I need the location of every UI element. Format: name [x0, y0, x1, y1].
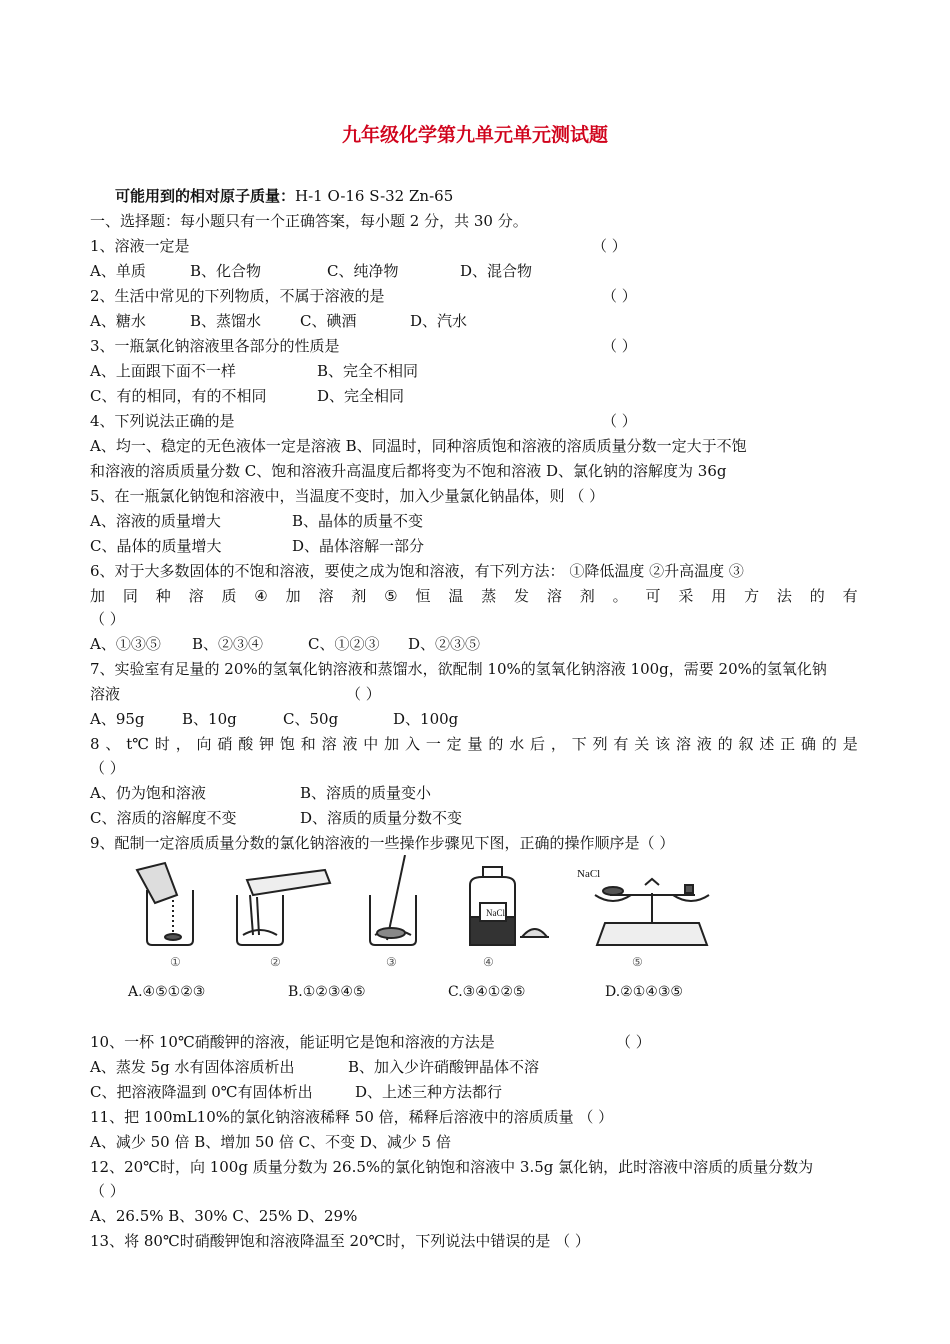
spread-char: 液	[696, 735, 712, 753]
q1-stem: 1、溶液一定是	[90, 237, 190, 255]
step-5-illustration	[595, 879, 709, 945]
step-4-illustration	[470, 867, 549, 945]
q6-stem-line-2	[90, 586, 858, 606]
q6-option-c: C、①②③	[308, 635, 380, 653]
spread-char: 同	[122, 587, 138, 605]
q8-option-b: B、溶质的质量变小	[300, 784, 432, 802]
q4-options-line-2: 和溶液的溶质质量分数 C、饱和溶液升高温度后都将变为不饱和溶液 D、氯化钠的溶解度为 36g	[90, 462, 727, 480]
step-number-1: ①	[170, 955, 181, 969]
q2-option-b: B、蒸馏水	[190, 312, 262, 330]
q3-stem: 3、一瓶氯化钠溶液里各部分的性质是	[90, 337, 340, 355]
spread-char: 可	[645, 587, 661, 605]
q7-answer-blank: （ ）	[346, 685, 381, 703]
step-number-5: ⑤	[632, 955, 643, 969]
spread-char: 入	[404, 735, 420, 753]
q5-stem: 5、在一瓶氯化钠饱和溶液中，当温度不变时，加入少量氯化钠晶体，则 （ ）	[90, 487, 605, 505]
q8-option-a: A、仍为饱和溶液	[90, 784, 206, 802]
q7-option-d: D、100g	[393, 710, 459, 728]
spread-char: 量	[467, 735, 483, 753]
q6-stem-line-1: 6、对于大多数固体的不饱和溶液，要使之成为饱和溶液，有下列方法： ①降低温度 ②升高温度 ③	[90, 562, 744, 580]
q12-answer-blank: （ ）	[90, 1182, 125, 1200]
spread-char: 叙	[738, 735, 754, 753]
spread-char: 时	[154, 735, 170, 753]
q10-stem: 10、一杯 10℃硝酸钾的溶液，能证明它是饱和溶液的方法是	[90, 1033, 495, 1051]
spread-char: 定	[446, 735, 462, 753]
atomic-mass-values: H-1 O-16 S-32 Zn-65	[295, 187, 454, 205]
q2-option-c: C、碘酒	[300, 312, 357, 330]
spread-char: 液	[342, 735, 358, 753]
spread-char: 法	[776, 587, 792, 605]
q8-stem-line-1	[90, 734, 858, 754]
q3-option-a: A、上面跟下面不一样	[90, 362, 236, 380]
spread-char: 加	[285, 587, 301, 605]
q6-option-d: D、②③⑤	[408, 635, 481, 653]
spread-char: 种	[155, 587, 171, 605]
q5-option-d: D、晶体溶解一部分	[292, 537, 425, 555]
spread-char: 有	[613, 735, 629, 753]
q10-option-d: D、上述三种方法都行	[355, 1083, 503, 1101]
step-2-illustration	[237, 870, 330, 945]
spread-char: ⑤	[384, 587, 398, 605]
spread-char: 一	[425, 735, 441, 753]
spread-char: 发	[514, 587, 530, 605]
q9-option-a: A.④⑤①②③	[128, 984, 206, 1000]
spread-char: 采	[678, 587, 694, 605]
spread-char: 有	[842, 587, 858, 605]
spread-char: 恒	[415, 587, 431, 605]
spread-char: 的	[809, 587, 825, 605]
q10-option-a: A、蒸发 5g 水有固体溶质析出	[90, 1058, 295, 1076]
spread-char: 的	[821, 735, 837, 753]
q7-option-a: A、95g	[90, 710, 145, 728]
q2-option-d: D、汽水	[410, 312, 468, 330]
spread-char: 确	[801, 735, 817, 753]
q1-answer-blank: （ ）	[592, 237, 627, 255]
q9-procedure-figure	[125, 855, 725, 965]
q1-option-a: A、单质	[90, 262, 146, 280]
spread-char: 8	[90, 735, 100, 753]
q11-stem: 11、把 100mL10%的氯化钠溶液稀释 50 倍，稀释后溶液中的溶质质量 （ ）	[90, 1108, 614, 1126]
atomic-mass-label: 可能用到的相对原子质量：	[115, 187, 296, 205]
spread-char: 方	[744, 587, 760, 605]
q12-stem: 12、20℃时，向 100g 质量分数为 26.5%的氯化钠饱和溶液中 3.5g 氯化钠，此时溶液中溶质的质量分数为	[90, 1158, 814, 1176]
spread-char: 加	[384, 735, 400, 753]
q9-option-b: B.①②③④⑤	[288, 984, 366, 1000]
spread-char: 向	[196, 735, 212, 753]
q6-answer-blank: （ ）	[90, 610, 125, 628]
spread-char: 正	[780, 735, 796, 753]
step-3-illustration	[370, 855, 416, 945]
q10-option-c: C、把溶液降温到 0℃有固体析出	[90, 1083, 313, 1101]
q1-option-d: D、混合物	[460, 262, 533, 280]
q12-options: A、26.5% B、30% C、25% D、29%	[90, 1207, 358, 1225]
spread-char: 和	[300, 735, 316, 753]
q11-options: A、减少 50 倍 B、增加 50 倍 C、不变 D、减少 5 倍	[90, 1133, 451, 1151]
spread-char: 溶	[546, 587, 562, 605]
spread-char: 溶	[318, 587, 334, 605]
q3-option-c: C、有的相同，有的不相同	[90, 387, 267, 405]
q7-option-c: C、50g	[283, 710, 339, 728]
spread-char: 该	[655, 735, 671, 753]
spread-char: 后	[530, 735, 546, 753]
spread-char: ，	[550, 735, 566, 753]
q7-stem-line-2: 溶液	[90, 685, 121, 703]
q13-stem: 13、将 80℃时硝酸钾饱和溶液降温至 20℃时，下列说法中错误的是 （ ）	[90, 1232, 590, 1250]
spread-char: 中	[363, 735, 379, 753]
q2-option-a: A、糖水	[90, 312, 146, 330]
spread-char: 酸	[238, 735, 254, 753]
spread-char: 硝	[217, 735, 233, 753]
spread-char: 是	[842, 735, 858, 753]
spread-char: 加	[90, 587, 106, 605]
q9-option-c: C.③④①②⑤	[448, 984, 526, 1000]
spread-char: 述	[759, 735, 775, 753]
q2-answer-blank: （ ）	[602, 287, 637, 305]
step-1-illustration	[137, 863, 193, 945]
spread-char: 蒸	[481, 587, 497, 605]
q6-option-b: B、②③④	[192, 635, 264, 653]
step-number-3: ③	[386, 955, 397, 969]
spread-char: t℃	[126, 735, 150, 753]
q1-option-b: B、化合物	[190, 262, 262, 280]
spread-char: 的	[488, 735, 504, 753]
q7-option-b: B、10g	[182, 710, 237, 728]
q9-stem: 9、配制一定溶质质量分数的氯化钠溶液的一些操作步骤见下图，正确的操作顺序是（ ）	[90, 834, 675, 852]
atomic-mass-line	[115, 186, 453, 206]
q5-option-a: A、溶液的质量增大	[90, 512, 221, 530]
spread-char: 饱	[279, 735, 295, 753]
q4-stem: 4、下列说法正确的是	[90, 412, 235, 430]
spread-char: 下	[571, 735, 587, 753]
q8-option-c: C、溶质的溶解度不变	[90, 809, 237, 827]
section-heading: 一、选择题：每小题只有一个正确答案，每小题 2 分，共 30 分。	[90, 212, 528, 230]
spread-char: 剂	[351, 587, 367, 605]
spread-char: 质	[221, 587, 237, 605]
spread-char: 用	[711, 587, 727, 605]
step-number-4: ④	[483, 955, 494, 969]
spread-char: 。	[612, 587, 628, 605]
spread-char: 水	[509, 735, 525, 753]
q7-stem-line-1: 7、实验室有足量的 20%的氢氧化钠溶液和蒸馏水，欲配制 10%的氢氧化钠溶液 100g，需要 20%的氢氧化钠	[90, 660, 827, 678]
q4-options-line-1: A、均一、稳定的无色液体一定是溶液 B、同温时，同种溶质饱和溶液的溶质质量分数一定大于不饱	[90, 437, 747, 455]
q2-stem: 2、生活中常见的下列物质，不属于溶液的是	[90, 287, 385, 305]
spread-char: 的	[717, 735, 733, 753]
spread-char: 溶	[321, 735, 337, 753]
q3-option-b: B、完全不相同	[317, 362, 419, 380]
q3-answer-blank: （ ）	[602, 337, 637, 355]
q5-option-b: B、晶体的质量不变	[292, 512, 424, 530]
q10-option-b: B、加入少许硝酸钾晶体不溶	[348, 1058, 540, 1076]
spread-char: 列	[592, 735, 608, 753]
step-number-2: ②	[270, 955, 281, 969]
spread-char: 关	[634, 735, 650, 753]
q9-option-d: D.②①④③⑤	[605, 984, 683, 1000]
spread-char: 溶	[188, 587, 204, 605]
q4-answer-blank: （ ）	[602, 412, 637, 430]
nacl-balance-label: NaCl	[577, 868, 601, 880]
page-title: 九年级化学第九单元单元测试题	[341, 124, 608, 146]
q6-option-a: A、①③⑤	[90, 635, 161, 653]
spread-char: 温	[448, 587, 464, 605]
nacl-label: NaCl	[486, 908, 505, 918]
spread-char: ，	[175, 735, 191, 753]
spread-char: 、	[105, 735, 121, 753]
q5-option-c: C、晶体的质量增大	[90, 537, 222, 555]
spread-char: 钾	[259, 735, 275, 753]
q10-answer-blank: （ ）	[616, 1033, 651, 1051]
spread-char: 剂	[579, 587, 595, 605]
spread-char: 溶	[675, 735, 691, 753]
spread-char: ④	[254, 587, 268, 605]
q3-option-d: D、完全相同	[317, 387, 405, 405]
q1-option-c: C、纯净物	[327, 262, 399, 280]
q8-answer-blank: （ ）	[90, 759, 125, 777]
q8-option-d: D、溶质的质量分数不变	[300, 809, 463, 827]
